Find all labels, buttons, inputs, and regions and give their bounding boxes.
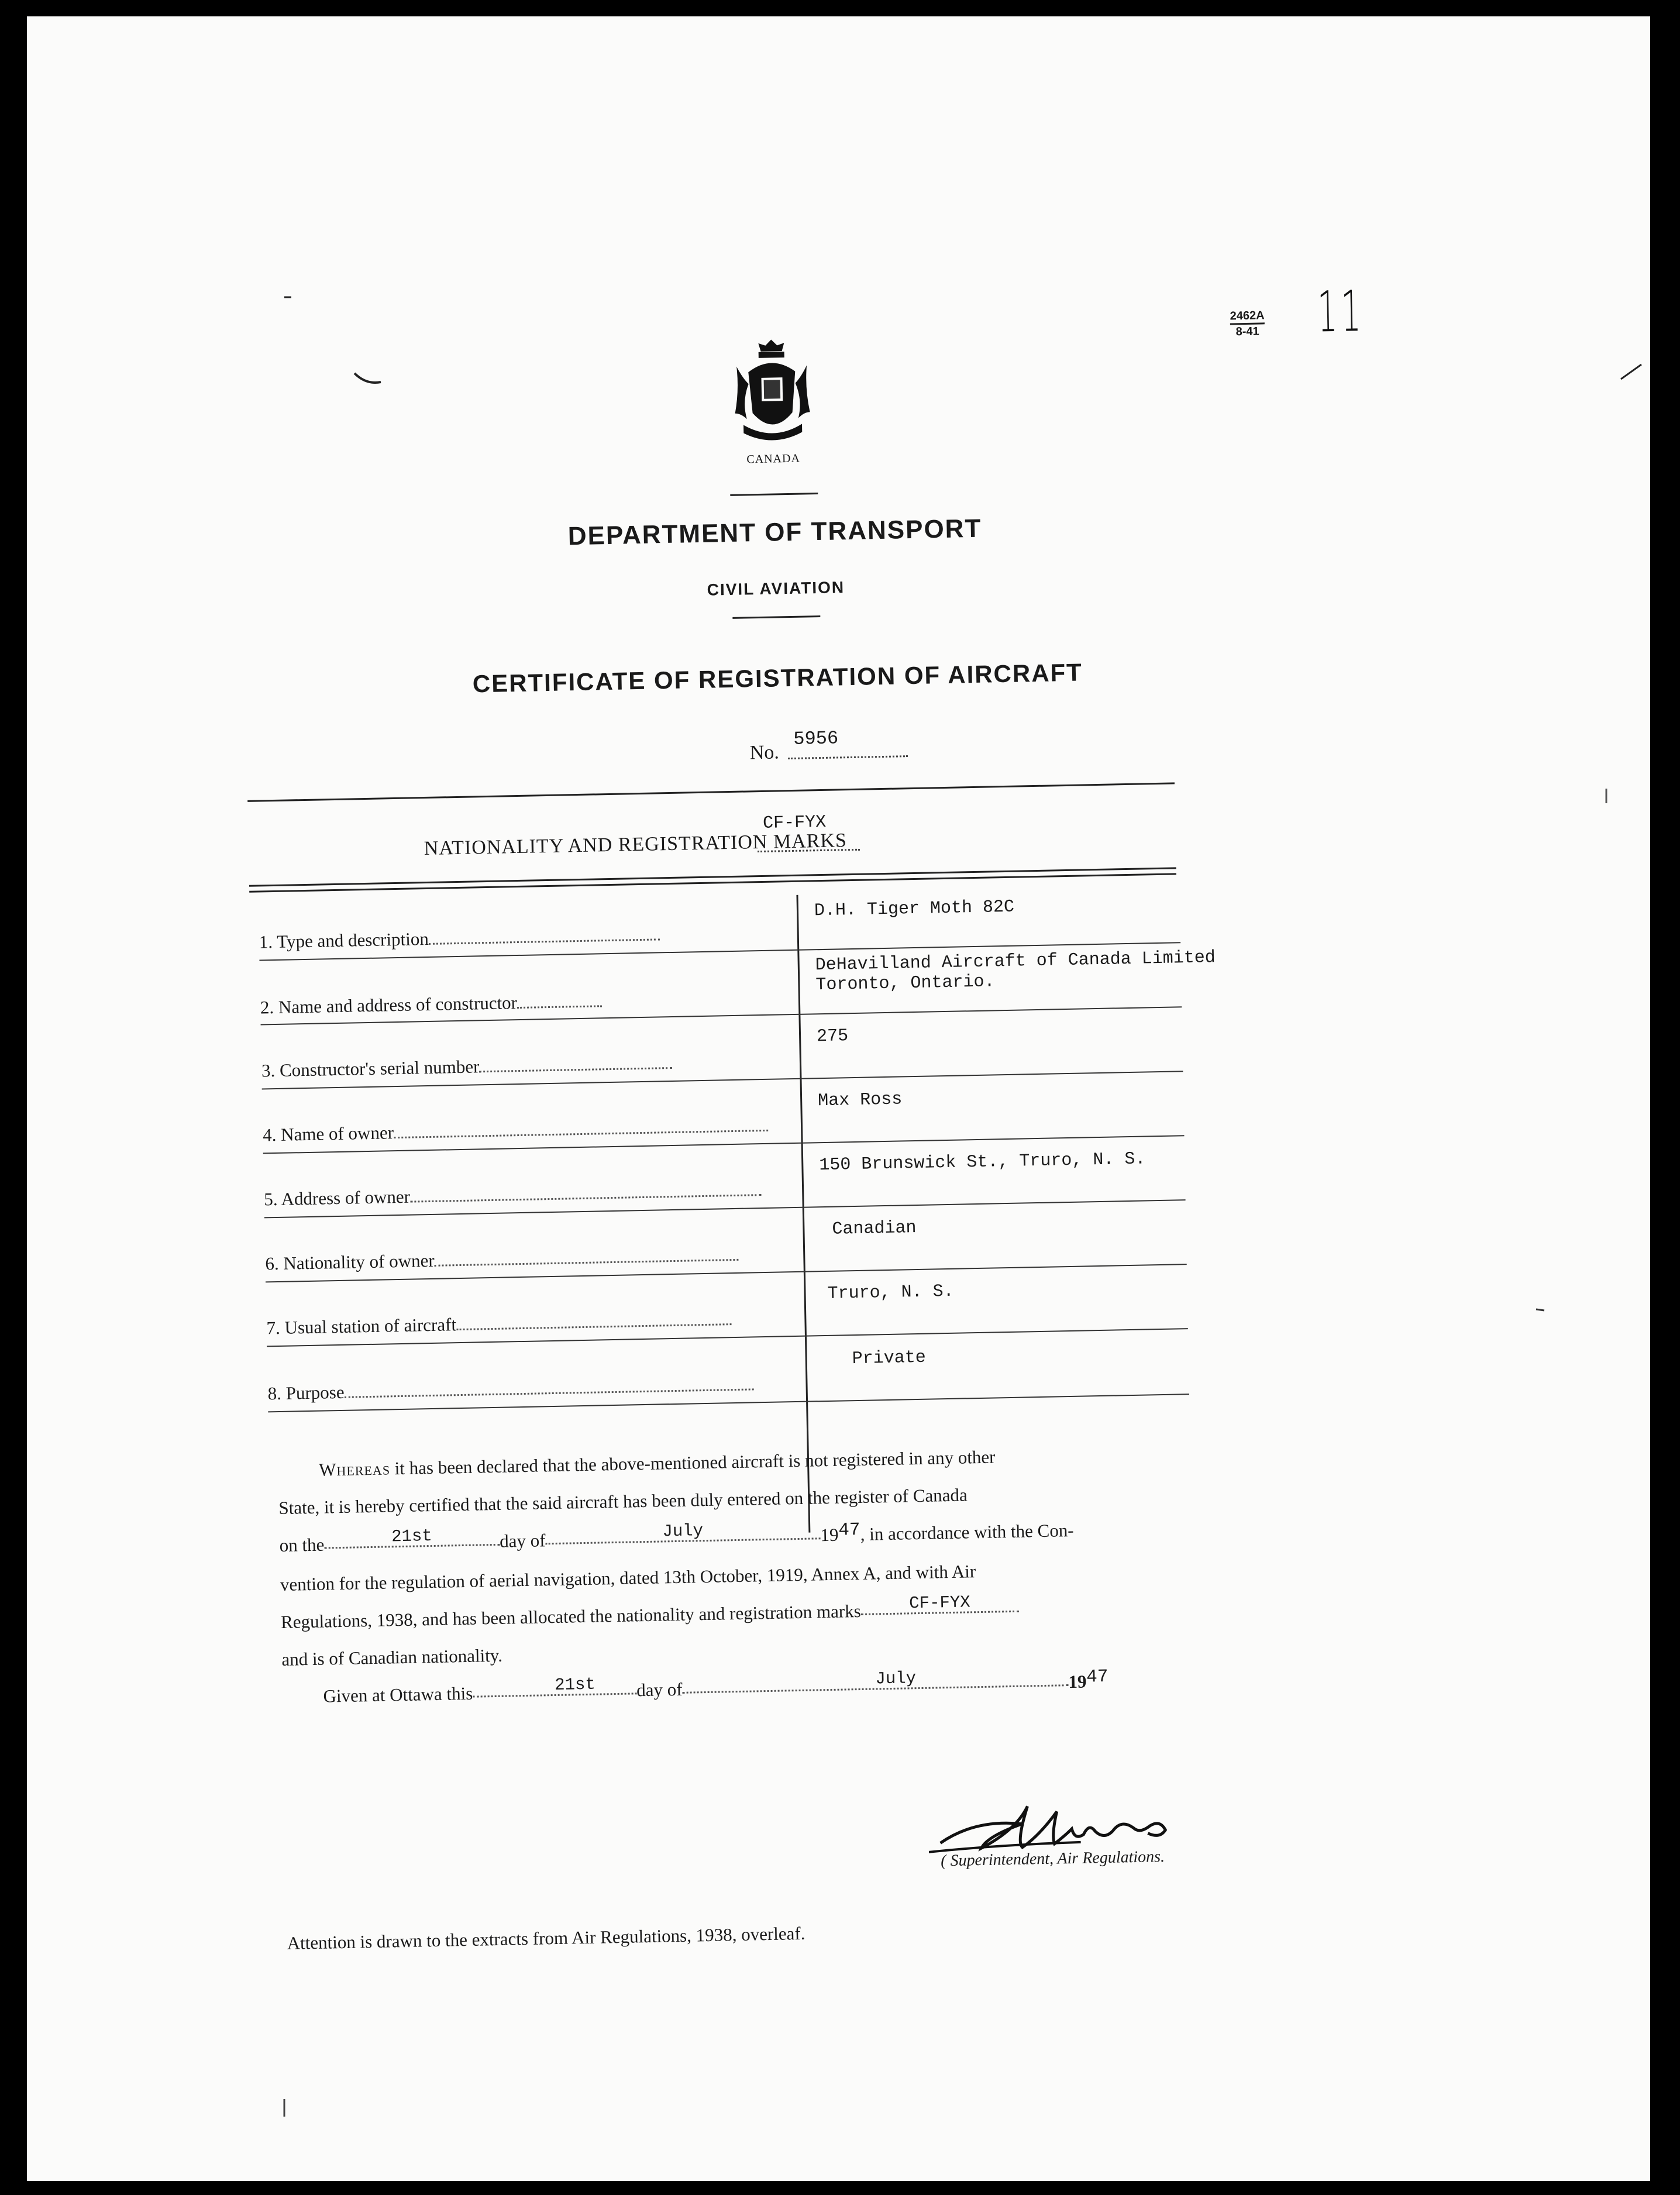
statement-text: , in accordance with the Con- (860, 1519, 1074, 1544)
registration-day: 21st (324, 1526, 500, 1549)
statement-text: on the (279, 1534, 325, 1556)
field-value-line-2: Toronto, Ontario. (815, 972, 995, 996)
registration-marks-value: CF-FYX (762, 812, 827, 834)
field-label: 7. Usual station of aircraft (266, 1314, 457, 1339)
form-number (1230, 308, 1265, 339)
whereas-word: Whereas (318, 1458, 391, 1480)
statement-line: Regulations, 1938, and has been allocated the nationality and registration marks (280, 1600, 862, 1632)
allocated-marks: CF-FYX (860, 1593, 1019, 1615)
field-label: 4. Name of owner (262, 1122, 394, 1145)
department-title: DEPARTMENT OF TRANSPORT (567, 514, 982, 551)
statement-text: day of (499, 1530, 546, 1551)
form-number-code: 2462A (1230, 308, 1264, 325)
field-value: Max Ross (817, 1089, 903, 1112)
field-value: 150 Brunswick St., Truro, N. S. (819, 1149, 1146, 1176)
form-number-date: 8-41 (1235, 325, 1259, 339)
footer-notice: Attention is drawn to the extracts from Air Regulations, 1938, overleaf. (287, 1922, 805, 1953)
field-value: Private (852, 1347, 927, 1370)
field-label: 6. Nationality of owner (265, 1250, 435, 1274)
field-value: 275 (816, 1026, 849, 1047)
scanned-sheet (27, 16, 1650, 2181)
table-column-divider (796, 895, 810, 1533)
registration-year-prefix: 19 (820, 1524, 839, 1546)
statement-line: State, it is hereby certified that the said aircraft has been duly entered on the register of Canada (278, 1484, 968, 1519)
field-label: 1. Type and description (259, 928, 429, 952)
certificate-title: CERTIFICATE OF REGISTRATION OF AIRCRAFT (472, 658, 1083, 698)
field-owner-nationality (265, 1244, 739, 1275)
field-owner-address (264, 1179, 761, 1210)
registration-marks-label: NATIONALITY AND REGISTRATION MARKS (424, 830, 848, 860)
registration-month: July (545, 1520, 821, 1544)
field-value: DeHavilland Aircraft of Canada Limited (815, 948, 1216, 976)
given-year: 47 (1086, 1666, 1108, 1688)
handwritten-page-number: 11 (1317, 278, 1365, 345)
field-label: 2. Name and address of constructor (260, 992, 518, 1018)
certificate-page (237, 254, 1456, 1953)
field-label: 5. Address of owner (263, 1186, 411, 1210)
statement-line: vention for the regulation of aerial navigation, dated 13th October, 1919, Annex A, and with Air (280, 1561, 976, 1595)
field-value: D.H. Tiger Moth 82C (814, 897, 1015, 921)
division-title: CIVIL AVIATION (707, 578, 845, 599)
field-value: Canadian (832, 1218, 917, 1240)
field-usual-station (266, 1309, 731, 1339)
divider (247, 782, 1175, 801)
country-label: CANADA (746, 452, 801, 466)
field-label: 3. Constructor's serial number (261, 1056, 480, 1081)
given-day: 21st (473, 1675, 637, 1697)
field-purpose (267, 1374, 753, 1404)
field-type-description (259, 924, 660, 952)
given-year-prefix: 19 (1068, 1671, 1087, 1692)
field-owner-name (263, 1115, 768, 1146)
given-text: Given at Ottawa this (323, 1683, 473, 1707)
certificate-number-label: No. (749, 741, 780, 764)
field-serial-number (261, 1052, 673, 1081)
field-constructor (260, 990, 603, 1018)
registration-year: 47 (838, 1519, 860, 1541)
field-value: Truro, N. S. (827, 1281, 954, 1304)
divider (732, 615, 820, 619)
signatory-title-text: Superintendent, Air Regulations. (950, 1847, 1165, 1870)
canada-coat-of-arms-icon (724, 336, 820, 449)
statement-line: and is of Canadian nationality. (281, 1644, 503, 1670)
divider (730, 493, 818, 496)
certification-statement (278, 1434, 1207, 1718)
field-label: 8. Purpose (267, 1381, 345, 1404)
certificate-number-value: 5956 (793, 727, 839, 750)
signatory-title: ( Superintendent, Air Regulations. (940, 1847, 1165, 1870)
given-text: day of (636, 1678, 683, 1701)
statement-line: it has been declared that the above-mentioned aircraft is not registered in any other (394, 1446, 996, 1479)
given-month: July (682, 1667, 1069, 1694)
